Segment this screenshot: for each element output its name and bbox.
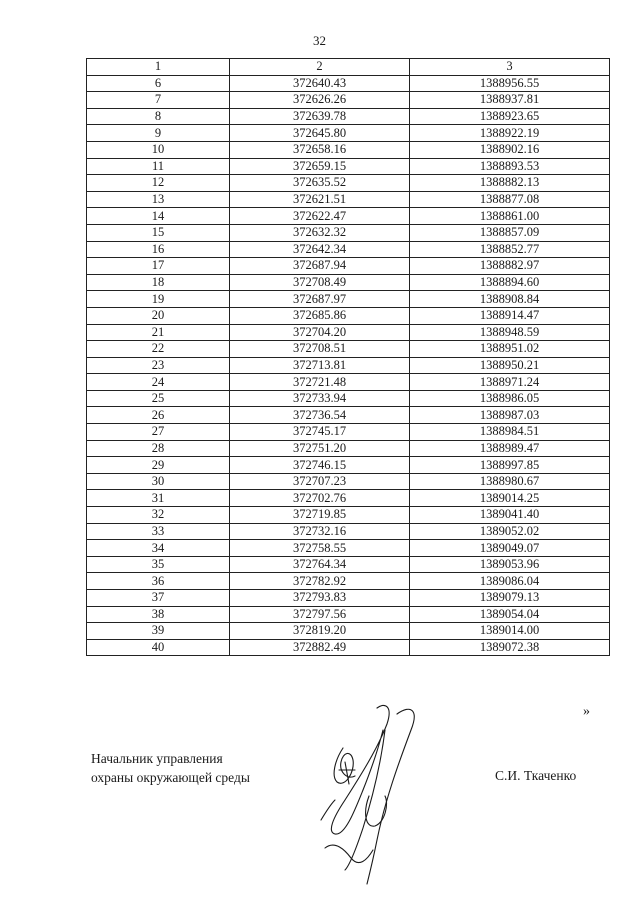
header-col-x: 2 bbox=[230, 59, 410, 76]
cell-y-coordinate: 1388951.02 bbox=[410, 341, 610, 358]
cell-point-number: 13 bbox=[87, 191, 230, 208]
cell-x-coordinate: 372732.16 bbox=[230, 523, 410, 540]
cell-point-number: 8 bbox=[87, 108, 230, 125]
cell-y-coordinate: 1388877.08 bbox=[410, 191, 610, 208]
cell-y-coordinate: 1388893.53 bbox=[410, 158, 610, 175]
table-row bbox=[87, 241, 610, 258]
table-row bbox=[87, 490, 610, 507]
cell-x-coordinate: 372721.48 bbox=[230, 374, 410, 391]
table-row bbox=[87, 108, 610, 125]
cell-y-coordinate: 1389079.13 bbox=[410, 590, 610, 607]
cell-x-coordinate: 372746.15 bbox=[230, 457, 410, 474]
table-row bbox=[87, 75, 610, 92]
cell-point-number: 12 bbox=[87, 175, 230, 192]
cell-point-number: 28 bbox=[87, 440, 230, 457]
table-row bbox=[87, 573, 610, 590]
table-row bbox=[87, 556, 610, 573]
cell-y-coordinate: 1388914.47 bbox=[410, 307, 610, 324]
cell-point-number: 40 bbox=[87, 639, 230, 656]
table-row bbox=[87, 141, 610, 158]
table-row bbox=[87, 274, 610, 291]
table-row bbox=[87, 158, 610, 175]
coordinates-table bbox=[86, 58, 610, 656]
cell-y-coordinate: 1389041.40 bbox=[410, 507, 610, 524]
cell-x-coordinate: 372685.86 bbox=[230, 307, 410, 324]
cell-point-number: 6 bbox=[87, 75, 230, 92]
cell-y-coordinate: 1388922.19 bbox=[410, 125, 610, 142]
header-col-y: 3 bbox=[410, 59, 610, 76]
cell-x-coordinate: 372719.85 bbox=[230, 507, 410, 524]
cell-y-coordinate: 1388908.84 bbox=[410, 291, 610, 308]
position-line-2: охраны окружающей среды bbox=[91, 770, 250, 785]
table-row bbox=[87, 92, 610, 109]
cell-point-number: 36 bbox=[87, 573, 230, 590]
cell-y-coordinate: 1389072.38 bbox=[410, 639, 610, 656]
cell-x-coordinate: 372632.32 bbox=[230, 224, 410, 241]
table-row bbox=[87, 224, 610, 241]
cell-x-coordinate: 372819.20 bbox=[230, 623, 410, 640]
cell-point-number: 15 bbox=[87, 224, 230, 241]
cell-x-coordinate: 372733.94 bbox=[230, 390, 410, 407]
cell-y-coordinate: 1388902.16 bbox=[410, 141, 610, 158]
cell-point-number: 14 bbox=[87, 208, 230, 225]
cell-x-coordinate: 372622.47 bbox=[230, 208, 410, 225]
table-row bbox=[87, 507, 610, 524]
cell-y-coordinate: 1388956.55 bbox=[410, 75, 610, 92]
cell-y-coordinate: 1388857.09 bbox=[410, 224, 610, 241]
cell-y-coordinate: 1388882.97 bbox=[410, 258, 610, 275]
position-line-1: Начальник управления bbox=[91, 751, 223, 766]
cell-y-coordinate: 1388894.60 bbox=[410, 274, 610, 291]
continuation-mark: » bbox=[583, 704, 590, 719]
signer-name: С.И. Ткаченко bbox=[495, 768, 577, 783]
table-row bbox=[87, 457, 610, 474]
cell-x-coordinate: 372707.23 bbox=[230, 473, 410, 490]
cell-point-number: 7 bbox=[87, 92, 230, 109]
table-row bbox=[87, 357, 610, 374]
cell-y-coordinate: 1389052.02 bbox=[410, 523, 610, 540]
cell-point-number: 10 bbox=[87, 141, 230, 158]
cell-x-coordinate: 372758.55 bbox=[230, 540, 410, 557]
table-row bbox=[87, 590, 610, 607]
cell-y-coordinate: 1389014.00 bbox=[410, 623, 610, 640]
cell-x-coordinate: 372797.56 bbox=[230, 606, 410, 623]
cell-x-coordinate: 372793.83 bbox=[230, 590, 410, 607]
cell-y-coordinate: 1388989.47 bbox=[410, 440, 610, 457]
cell-x-coordinate: 372642.34 bbox=[230, 241, 410, 258]
cell-y-coordinate: 1389049.07 bbox=[410, 540, 610, 557]
cell-point-number: 32 bbox=[87, 507, 230, 524]
cell-point-number: 30 bbox=[87, 473, 230, 490]
table-row bbox=[87, 324, 610, 341]
table-row bbox=[87, 407, 610, 424]
cell-point-number: 17 bbox=[87, 258, 230, 275]
cell-x-coordinate: 372782.92 bbox=[230, 573, 410, 590]
handwritten-signature bbox=[315, 700, 425, 890]
cell-x-coordinate: 372639.78 bbox=[230, 108, 410, 125]
cell-x-coordinate: 372704.20 bbox=[230, 324, 410, 341]
cell-x-coordinate: 372882.49 bbox=[230, 639, 410, 656]
page-number: 32 bbox=[313, 33, 326, 48]
official-position bbox=[91, 749, 250, 787]
table-row bbox=[87, 606, 610, 623]
table-row bbox=[87, 191, 610, 208]
cell-point-number: 20 bbox=[87, 307, 230, 324]
cell-point-number: 19 bbox=[87, 291, 230, 308]
cell-point-number: 25 bbox=[87, 390, 230, 407]
cell-y-coordinate: 1389014.25 bbox=[410, 490, 610, 507]
cell-point-number: 37 bbox=[87, 590, 230, 607]
cell-point-number: 22 bbox=[87, 341, 230, 358]
cell-y-coordinate: 1388861.00 bbox=[410, 208, 610, 225]
table-row bbox=[87, 258, 610, 275]
coordinates-table-body bbox=[87, 59, 610, 656]
cell-y-coordinate: 1388984.51 bbox=[410, 424, 610, 441]
table-row bbox=[87, 390, 610, 407]
cell-point-number: 34 bbox=[87, 540, 230, 557]
table-row bbox=[87, 523, 610, 540]
table-row bbox=[87, 424, 610, 441]
cell-point-number: 31 bbox=[87, 490, 230, 507]
cell-x-coordinate: 372736.54 bbox=[230, 407, 410, 424]
cell-y-coordinate: 1388997.85 bbox=[410, 457, 610, 474]
cell-y-coordinate: 1388980.67 bbox=[410, 473, 610, 490]
cell-point-number: 26 bbox=[87, 407, 230, 424]
cell-x-coordinate: 372708.49 bbox=[230, 274, 410, 291]
table-row bbox=[87, 208, 610, 225]
cell-x-coordinate: 372621.51 bbox=[230, 191, 410, 208]
cell-x-coordinate: 372626.26 bbox=[230, 92, 410, 109]
cell-x-coordinate: 372687.94 bbox=[230, 258, 410, 275]
cell-x-coordinate: 372764.34 bbox=[230, 556, 410, 573]
cell-y-coordinate: 1388852.77 bbox=[410, 241, 610, 258]
cell-point-number: 9 bbox=[87, 125, 230, 142]
table-row bbox=[87, 307, 610, 324]
cell-y-coordinate: 1388950.21 bbox=[410, 357, 610, 374]
cell-x-coordinate: 372751.20 bbox=[230, 440, 410, 457]
cell-point-number: 38 bbox=[87, 606, 230, 623]
cell-x-coordinate: 372658.16 bbox=[230, 141, 410, 158]
table-row bbox=[87, 623, 610, 640]
cell-point-number: 23 bbox=[87, 357, 230, 374]
cell-point-number: 18 bbox=[87, 274, 230, 291]
cell-y-coordinate: 1388971.24 bbox=[410, 374, 610, 391]
header-col-point-number: 1 bbox=[87, 59, 230, 76]
cell-y-coordinate: 1388986.05 bbox=[410, 390, 610, 407]
table-row bbox=[87, 175, 610, 192]
cell-x-coordinate: 372635.52 bbox=[230, 175, 410, 192]
cell-x-coordinate: 372713.81 bbox=[230, 357, 410, 374]
cell-y-coordinate: 1389086.04 bbox=[410, 573, 610, 590]
cell-x-coordinate: 372708.51 bbox=[230, 341, 410, 358]
cell-point-number: 21 bbox=[87, 324, 230, 341]
cell-x-coordinate: 372702.76 bbox=[230, 490, 410, 507]
table-row bbox=[87, 291, 610, 308]
cell-point-number: 29 bbox=[87, 457, 230, 474]
table-row bbox=[87, 540, 610, 557]
table-row bbox=[87, 473, 610, 490]
cell-point-number: 16 bbox=[87, 241, 230, 258]
cell-x-coordinate: 372659.15 bbox=[230, 158, 410, 175]
cell-y-coordinate: 1388937.81 bbox=[410, 92, 610, 109]
cell-y-coordinate: 1389054.04 bbox=[410, 606, 610, 623]
cell-point-number: 39 bbox=[87, 623, 230, 640]
cell-point-number: 33 bbox=[87, 523, 230, 540]
cell-y-coordinate: 1388987.03 bbox=[410, 407, 610, 424]
table-row bbox=[87, 440, 610, 457]
cell-y-coordinate: 1388882.13 bbox=[410, 175, 610, 192]
cell-point-number: 24 bbox=[87, 374, 230, 391]
table-row bbox=[87, 341, 610, 358]
cell-y-coordinate: 1389053.96 bbox=[410, 556, 610, 573]
table-header-row bbox=[87, 59, 610, 76]
cell-point-number: 35 bbox=[87, 556, 230, 573]
cell-point-number: 27 bbox=[87, 424, 230, 441]
cell-x-coordinate: 372745.17 bbox=[230, 424, 410, 441]
cell-y-coordinate: 1388923.65 bbox=[410, 108, 610, 125]
cell-point-number: 11 bbox=[87, 158, 230, 175]
cell-x-coordinate: 372687.97 bbox=[230, 291, 410, 308]
cell-x-coordinate: 372645.80 bbox=[230, 125, 410, 142]
table-row bbox=[87, 125, 610, 142]
cell-y-coordinate: 1388948.59 bbox=[410, 324, 610, 341]
table-row bbox=[87, 374, 610, 391]
cell-x-coordinate: 372640.43 bbox=[230, 75, 410, 92]
table-row bbox=[87, 639, 610, 656]
